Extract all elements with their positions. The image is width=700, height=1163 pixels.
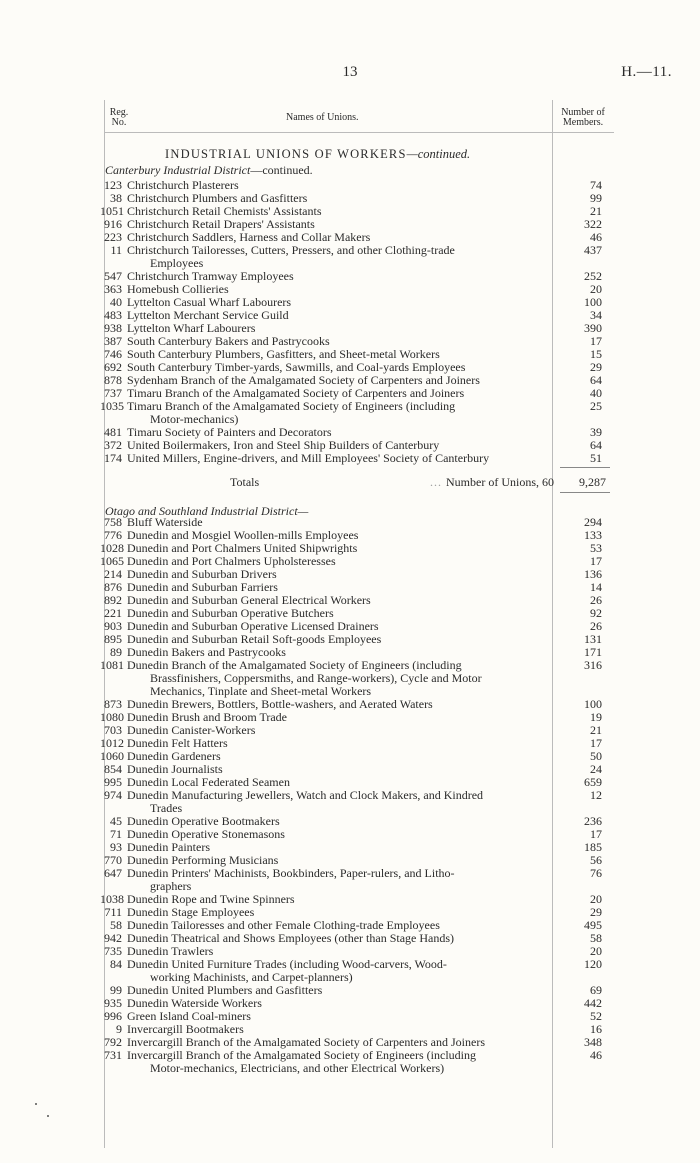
member-count: 100: [584, 697, 602, 711]
reg-number: 547: [104, 269, 122, 283]
union-name: Dunedin Waterside Workers: [127, 997, 262, 1010]
union-name: South Canterbury Timber-yards, Sawmills, and Coal-yards Employees: [127, 361, 466, 374]
union-name: Dunedin and Suburban General Electrical Workers: [127, 594, 371, 607]
reg-number: 892: [104, 593, 122, 607]
union-name: Dunedin Tailoresses and other Female Clothing-trade Employees: [127, 919, 440, 932]
union-name: Invercargill Branch of the Amalgamated Society of Carpenters and Joiners: [127, 1036, 485, 1049]
member-count: 16: [590, 1022, 602, 1036]
district-suffix: —continued.: [250, 163, 313, 177]
member-count: 294: [584, 515, 602, 529]
header-rule: [104, 132, 614, 133]
member-count: 131: [584, 632, 602, 646]
union-name: United Boilermakers, Iron and Steel Ship Builders of Canterbury: [127, 439, 440, 452]
union-name: Christchurch Saddlers, Harness and Collar Makers: [127, 231, 371, 244]
member-count: 29: [590, 360, 602, 374]
reg-number: 1080: [100, 710, 124, 724]
print-speck: [47, 1115, 49, 1117]
union-name: Christchurch Plasterers: [127, 179, 239, 192]
reg-number: 916: [104, 217, 122, 231]
member-count: 252: [584, 269, 602, 283]
union-name-continuation: graphers: [150, 880, 192, 893]
member-count: 69: [590, 983, 602, 997]
union-name: Dunedin Stage Employees: [127, 906, 255, 919]
union-name: Dunedin Performing Musicians: [127, 854, 279, 867]
member-count: 17: [590, 736, 602, 750]
union-name: Dunedin and Suburban Farriers: [127, 581, 278, 594]
totals-count-text: Number of Unions, 60: [446, 475, 554, 489]
union-name: Dunedin and Suburban Operative Butchers: [127, 607, 334, 620]
union-name: Dunedin Printers' Machinists, Bookbinders, Paper-rulers, and Litho-: [127, 867, 455, 880]
union-name: Green Island Coal-miners: [127, 1010, 251, 1023]
union-name: Christchurch Plumbers and Gasfitters: [127, 192, 308, 205]
union-name: Dunedin Bakers and Pastrycooks: [127, 646, 286, 659]
union-name: Dunedin Theatrical and Shows Employees (other than Stage Hands): [127, 932, 455, 945]
union-name: Christchurch Retail Drapers' Assistants: [127, 218, 315, 231]
union-name: Timaru Branch of the Amalgamated Society of Engineers (including: [127, 400, 456, 413]
reg-number: 99: [110, 983, 122, 997]
union-name: South Canterbury Bakers and Pastrycooks: [127, 335, 330, 348]
reg-number: 995: [104, 775, 122, 789]
member-count: 15: [590, 347, 602, 361]
member-count: 92: [590, 606, 602, 620]
member-count: 236: [584, 814, 602, 828]
member-count: 76: [590, 866, 602, 880]
member-count: 17: [590, 334, 602, 348]
member-count: 495: [584, 918, 602, 932]
member-count: 390: [584, 321, 602, 335]
member-count: 442: [584, 996, 602, 1010]
member-count: 26: [590, 619, 602, 633]
union-name: Dunedin Brush and Broom Trade: [127, 711, 287, 724]
union-name: Dunedin Local Federated Seamen: [127, 776, 290, 789]
reg-number: 1038: [100, 892, 124, 906]
section-title: [165, 147, 470, 162]
union-name-continuation: Motor-mechanics): [150, 413, 239, 426]
reg-header-line1: Reg.: [109, 107, 129, 118]
page-number: 13: [342, 64, 358, 80]
member-count: 19: [590, 710, 602, 724]
union-name: Lyttelton Wharf Labourers: [127, 322, 256, 335]
member-count: 24: [590, 762, 602, 776]
union-name: Dunedin Painters: [127, 841, 210, 854]
union-name: Dunedin United Furniture Trades (including Wood-carvers, Wood-: [127, 958, 447, 971]
union-name-continuation: Mechanics, Tinplate and Sheet-metal Workers: [150, 685, 372, 698]
union-name: Dunedin Trawlers: [127, 945, 214, 958]
union-name-continuation: Trades: [150, 802, 183, 815]
union-name: Dunedin United Plumbers and Gasfitters: [127, 984, 323, 997]
member-count: 74: [590, 178, 602, 192]
reg-number: 1060: [100, 749, 124, 763]
reg-number: 123: [104, 178, 122, 192]
union-name: Dunedin and Suburban Drivers: [127, 568, 277, 581]
union-name: South Canterbury Plumbers, Gasfitters, and Sheet-metal Workers: [127, 348, 440, 361]
member-count: 20: [590, 282, 602, 296]
member-count: 46: [590, 230, 602, 244]
member-count: 20: [590, 944, 602, 958]
reg-number: 711: [104, 905, 122, 919]
reg-number: 9: [116, 1022, 122, 1036]
member-count: 53: [590, 541, 602, 555]
reg-number: 703: [104, 723, 122, 737]
district-name: Canterbury Industrial District: [105, 163, 251, 177]
reg-number: 942: [104, 931, 122, 945]
reg-number: 758: [104, 515, 122, 529]
union-name: Dunedin and Suburban Operative Licensed Drainers: [127, 620, 379, 633]
member-count: 21: [590, 204, 602, 218]
reg-number: 938: [104, 321, 122, 335]
totals-value: 9,287: [579, 475, 606, 489]
reg-number: 737: [104, 386, 122, 400]
totals-union-count: [430, 475, 554, 490]
reg-number: 746: [104, 347, 122, 361]
reg-number: 1081: [100, 658, 124, 672]
member-count: 171: [584, 645, 602, 659]
member-count: 20: [590, 892, 602, 906]
union-name: Dunedin Felt Hatters: [127, 737, 228, 750]
members-header-line2: Members.: [562, 117, 604, 128]
district-heading-otago: Otago and Southland Industrial District—: [105, 504, 309, 518]
union-name: Lyttelton Casual Wharf Labourers: [127, 296, 292, 309]
reg-number: 40: [110, 295, 122, 309]
union-name: Dunedin Branch of the Amalgamated Society of Engineers (including: [127, 659, 462, 672]
reg-number: 996: [104, 1009, 122, 1023]
reg-number: 878: [104, 373, 122, 387]
member-count: 17: [590, 827, 602, 841]
reg-number: 1012: [100, 736, 124, 750]
union-name: Dunedin Manufacturing Jewellers, Watch and Clock Makers, and Kindred: [127, 789, 484, 802]
reg-number: 974: [104, 788, 122, 802]
reg-number: 735: [104, 944, 122, 958]
reg-number: 11: [110, 243, 122, 257]
reg-number: 45: [110, 814, 122, 828]
union-name: Sydenham Branch of the Amalgamated Society of Carpenters and Joiners: [127, 374, 480, 387]
reg-number: 935: [104, 996, 122, 1010]
reg-header-line2: No.: [111, 117, 127, 128]
reg-number: 84: [110, 957, 122, 971]
reg-number: 854: [104, 762, 122, 776]
totals-rule-bottom: [560, 492, 610, 493]
reg-number: 731: [104, 1048, 122, 1062]
reg-number: 174: [104, 451, 122, 465]
reg-number: 876: [104, 580, 122, 594]
reg-number: 776: [104, 528, 122, 542]
member-count: 12: [590, 788, 602, 802]
union-name: Christchurch Tramway Employees: [127, 270, 294, 283]
union-name: Lyttelton Merchant Service Guild: [127, 309, 289, 322]
member-count: 34: [590, 308, 602, 322]
reg-number: 1028: [100, 541, 124, 555]
union-name: Christchurch Tailoresses, Cutters, Pressers, and other Clothing-trade: [127, 244, 455, 257]
union-name-continuation: Motor-mechanics, Electricians, and other Electrical Workers): [150, 1062, 445, 1075]
union-name: Dunedin Rope and Twine Spinners: [127, 893, 295, 906]
reg-number: 221: [104, 606, 122, 620]
union-name: Dunedin Operative Bootmakers: [127, 815, 280, 828]
union-name: Homebush Collieries: [127, 283, 229, 296]
reg-number: 483: [104, 308, 122, 322]
union-name: Dunedin Gardeners: [127, 750, 221, 763]
member-count: 58: [590, 931, 602, 945]
union-name: Bluff Waterside: [127, 516, 203, 529]
reg-number: 372: [104, 438, 122, 452]
members-header-line1: Number of: [561, 107, 605, 118]
reg-number: 647: [104, 866, 122, 880]
union-name: Dunedin and Port Chalmers United Shipwrights: [127, 542, 358, 555]
union-name: Dunedin Canister-Workers: [127, 724, 256, 737]
reg-number: 792: [104, 1035, 122, 1049]
column-header-reg-no: [104, 108, 134, 128]
member-count: 64: [590, 373, 602, 387]
member-count: 51: [590, 451, 602, 465]
member-count: 322: [584, 217, 602, 231]
member-count: 26: [590, 593, 602, 607]
member-count: 99: [590, 191, 602, 205]
reg-number: 93: [110, 840, 122, 854]
reg-number: 1051: [100, 204, 124, 218]
member-count: 659: [584, 775, 602, 789]
member-count: 56: [590, 853, 602, 867]
reg-number: 71: [110, 827, 122, 841]
member-count: 50: [590, 749, 602, 763]
member-count: 133: [584, 528, 602, 542]
section-title-suffix: —continued.: [406, 147, 471, 161]
union-name: Dunedin and Suburban Retail Soft-goods Employees: [127, 633, 382, 646]
column-header-members: [555, 108, 611, 128]
reg-number: 1065: [100, 554, 124, 568]
reg-number: 1035: [100, 399, 124, 413]
leader-dots: ...: [430, 475, 446, 489]
column-header-names: Names of Unions.: [286, 112, 359, 123]
union-name: Dunedin Operative Stonemasons: [127, 828, 285, 841]
union-name: Timaru Branch of the Amalgamated Society of Carpenters and Joiners: [127, 387, 465, 400]
member-count: 185: [584, 840, 602, 854]
reg-number: 38: [110, 191, 122, 205]
union-name: Timaru Society of Painters and Decorators: [127, 426, 332, 439]
reg-number: 214: [104, 567, 122, 581]
reg-number: 363: [104, 282, 122, 296]
member-count: 39: [590, 425, 602, 439]
reg-number: 223: [104, 230, 122, 244]
reg-number: 387: [104, 334, 122, 348]
reg-number: 895: [104, 632, 122, 646]
totals-label: Totals: [230, 475, 260, 489]
reg-number: 903: [104, 619, 122, 633]
union-name-continuation: Brassfinishers, Coppersmiths, and Range-workers), Cycle and Motor: [150, 672, 482, 685]
member-count: 46: [590, 1048, 602, 1062]
union-name: Invercargill Branch of the Amalgamated Society of Engineers (including: [127, 1049, 477, 1062]
document-reference: H.—11.: [621, 64, 672, 80]
member-count: 136: [584, 567, 602, 581]
union-name: Invercargill Bootmakers: [127, 1023, 244, 1036]
member-count: 25: [590, 399, 602, 413]
member-count: 316: [584, 658, 602, 672]
union-name: United Millers, Engine-drivers, and Mill Employees' Society of Canterbury: [127, 452, 490, 465]
district-heading-canterbury: [105, 163, 313, 178]
union-name-continuation: Employees: [150, 257, 204, 270]
section-title-text: INDUSTRIAL UNIONS OF WORKERS: [165, 147, 407, 161]
union-name: Dunedin and Mosgiel Woollen-mills Employees: [127, 529, 359, 542]
member-count: 120: [584, 957, 602, 971]
member-count: 52: [590, 1009, 602, 1023]
print-speck: [35, 1103, 37, 1105]
member-count: 100: [584, 295, 602, 309]
member-count: 348: [584, 1035, 602, 1049]
member-count: 64: [590, 438, 602, 452]
reg-number: 481: [104, 425, 122, 439]
union-name: Dunedin Journalists: [127, 763, 223, 776]
member-count: 29: [590, 905, 602, 919]
reg-number: 89: [110, 645, 122, 659]
union-name: Dunedin Brewers, Bottlers, Bottle-washers, and Aerated Waters: [127, 698, 433, 711]
union-name: Christchurch Retail Chemists' Assistants: [127, 205, 322, 218]
union-name-continuation: working Machinists, and Carpet-planners): [150, 971, 353, 984]
member-count: 17: [590, 554, 602, 568]
member-count: 40: [590, 386, 602, 400]
reg-number: 770: [104, 853, 122, 867]
totals-rule: [560, 467, 610, 468]
reg-number: 873: [104, 697, 122, 711]
member-count: 21: [590, 723, 602, 737]
member-count: 437: [584, 243, 602, 257]
union-name: Dunedin and Port Chalmers Upholsteresses: [127, 555, 336, 568]
member-count: 14: [590, 580, 602, 594]
reg-number: 58: [110, 918, 122, 932]
reg-number: 692: [104, 360, 122, 374]
